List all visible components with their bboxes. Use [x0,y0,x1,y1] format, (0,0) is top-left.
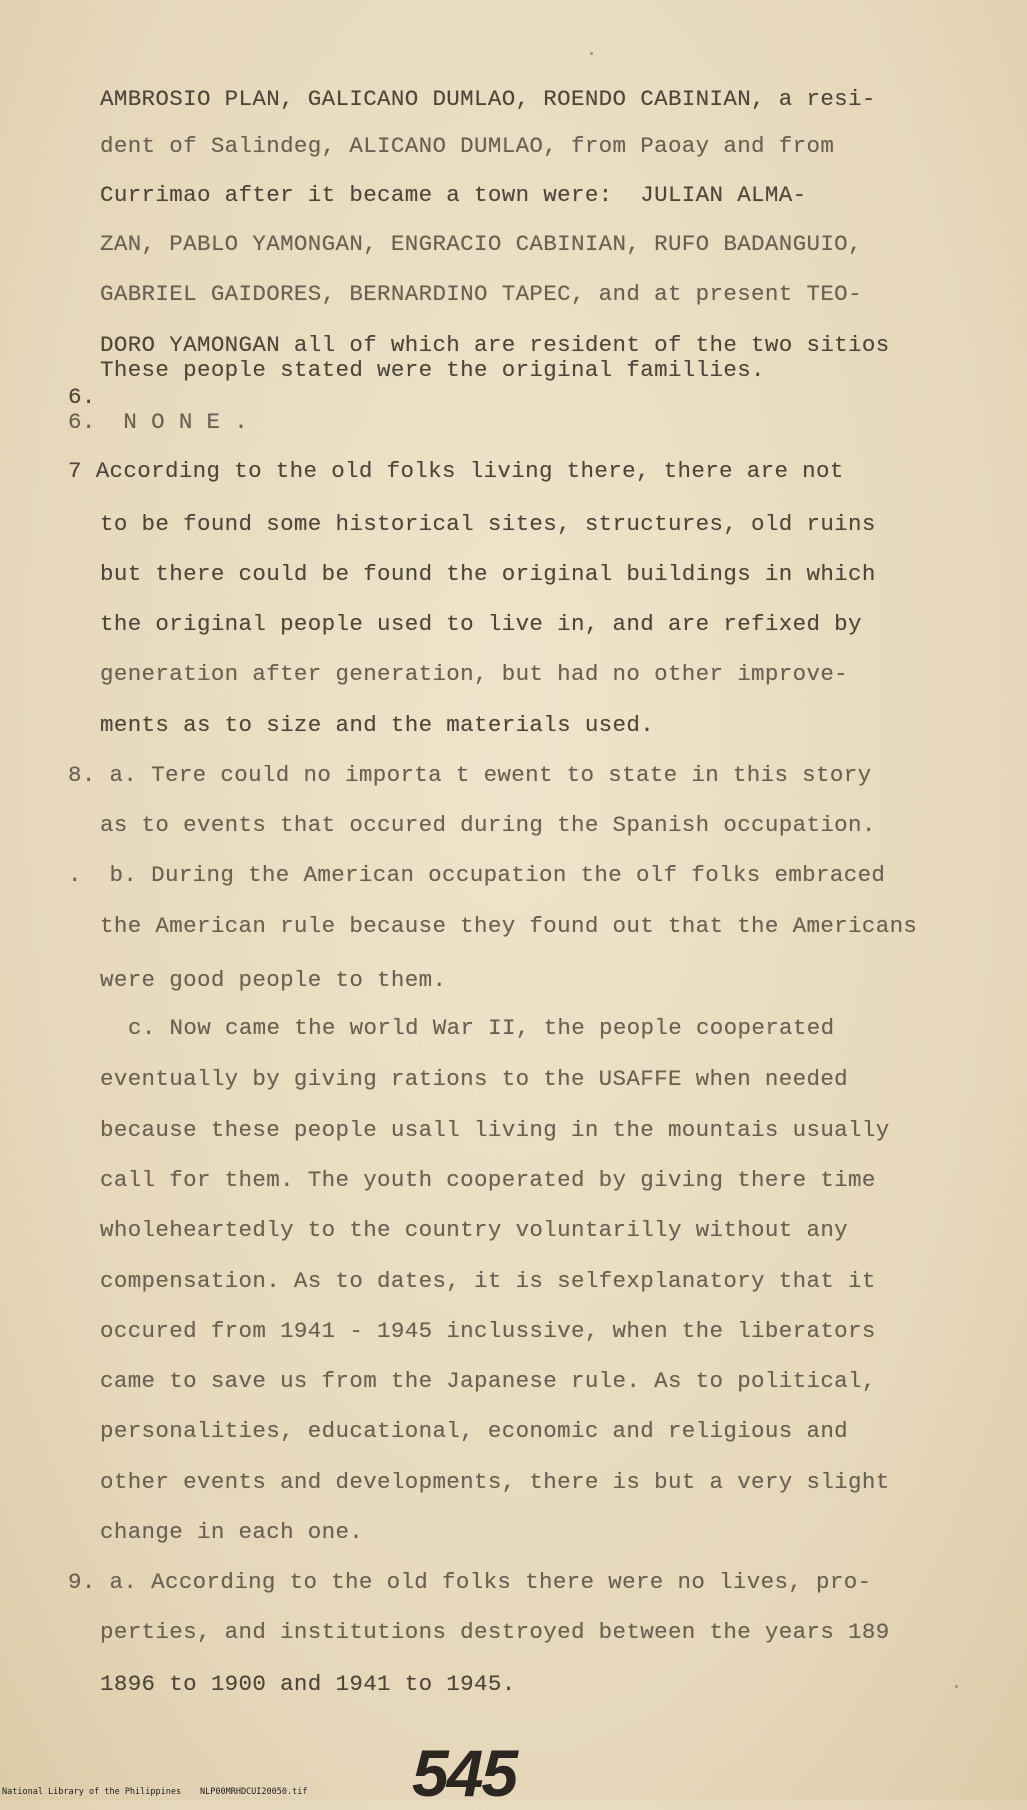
text-line: 8. a. Tere could no importa t ewent to state in this story [68,762,872,788]
text-line: DORO YAMONGAN all of which are resident of the two sitios [100,332,890,358]
text-line: call for them. The youth cooperated by giving there time [100,1167,876,1193]
text-line: Currimao after it became a town were: JULIAN ALMA- [100,182,807,208]
text-line: c. Now came the world War II, the people cooperated [128,1015,835,1041]
text-line: GABRIEL GAIDORES, BERNARDINO TAPEC, and at present TEO- [100,281,862,307]
text-line: because these people usall living in the mountais usually [100,1117,890,1143]
text-line: the original people used to live in, and are refixed by [100,611,862,637]
text-line: . b. During the American occupation the olf folks embraced [68,862,886,888]
text-line: change in each one. [100,1519,364,1545]
text-line: compensation. As to dates, it is selfexplanatory that it [100,1268,876,1294]
text-line: generation after generation, but had no other improve- [100,661,849,687]
paper-speck [955,1685,958,1688]
file-name: NLP00MRHDCUI20050.tif [200,1787,308,1797]
text-line: to be found some historical sites, structures, old ruins [100,511,876,537]
text-line: came to save us from the Japanese rule. As to political, [100,1368,876,1394]
text-line: dent of Salindeg, ALICANO DUMLAO, from Paoay and from [100,133,835,159]
page-number: 545 [412,1736,517,1810]
text-line: 6. [68,384,96,410]
text-line: 9. a. According to the old folks there were no lives, pro- [68,1569,872,1595]
text-line: ments as to size and the materials used. [100,712,655,738]
text-line: wholeheartedly to the country voluntarilly without any [100,1217,849,1243]
text-line: These people stated were the original famillies. [100,357,765,383]
text-line: 6. N O N E . [68,409,249,435]
text-line: but there could be found the original buildings in which [100,561,876,587]
text-line: occured from 1941 - 1945 inclussive, when the liberators [100,1318,876,1344]
paper-speck [590,52,593,55]
text-line: as to events that occured during the Spanish occupation. [100,812,876,838]
text-line: perties, and institutions destroyed between the years 189 [100,1619,890,1645]
text-line: 7 According to the old folks living there, there are not [68,458,844,484]
text-line: AMBROSIO PLAN, GALICANO DUMLAO, ROENDO CABINIAN, a resi- [100,86,876,112]
text-line: were good people to them. [100,967,447,993]
text-line: ZAN, PABLO YAMONGAN, ENGRACIO CABINIAN, RUFO BADANGUIO, [100,231,862,257]
archive-credit: National Library of the Philippines [2,1787,182,1797]
text-line: 1896 to 1900 and 1941 to 1945. [100,1671,516,1697]
text-line: the American rule because they found out that the Americans [100,913,918,939]
text-line: personalities, educational, economic and religious and [100,1418,849,1444]
text-line: other events and developments, there is but a very slight [100,1469,890,1495]
text-line: eventually by giving rations to the USAFFE when needed [100,1066,849,1092]
